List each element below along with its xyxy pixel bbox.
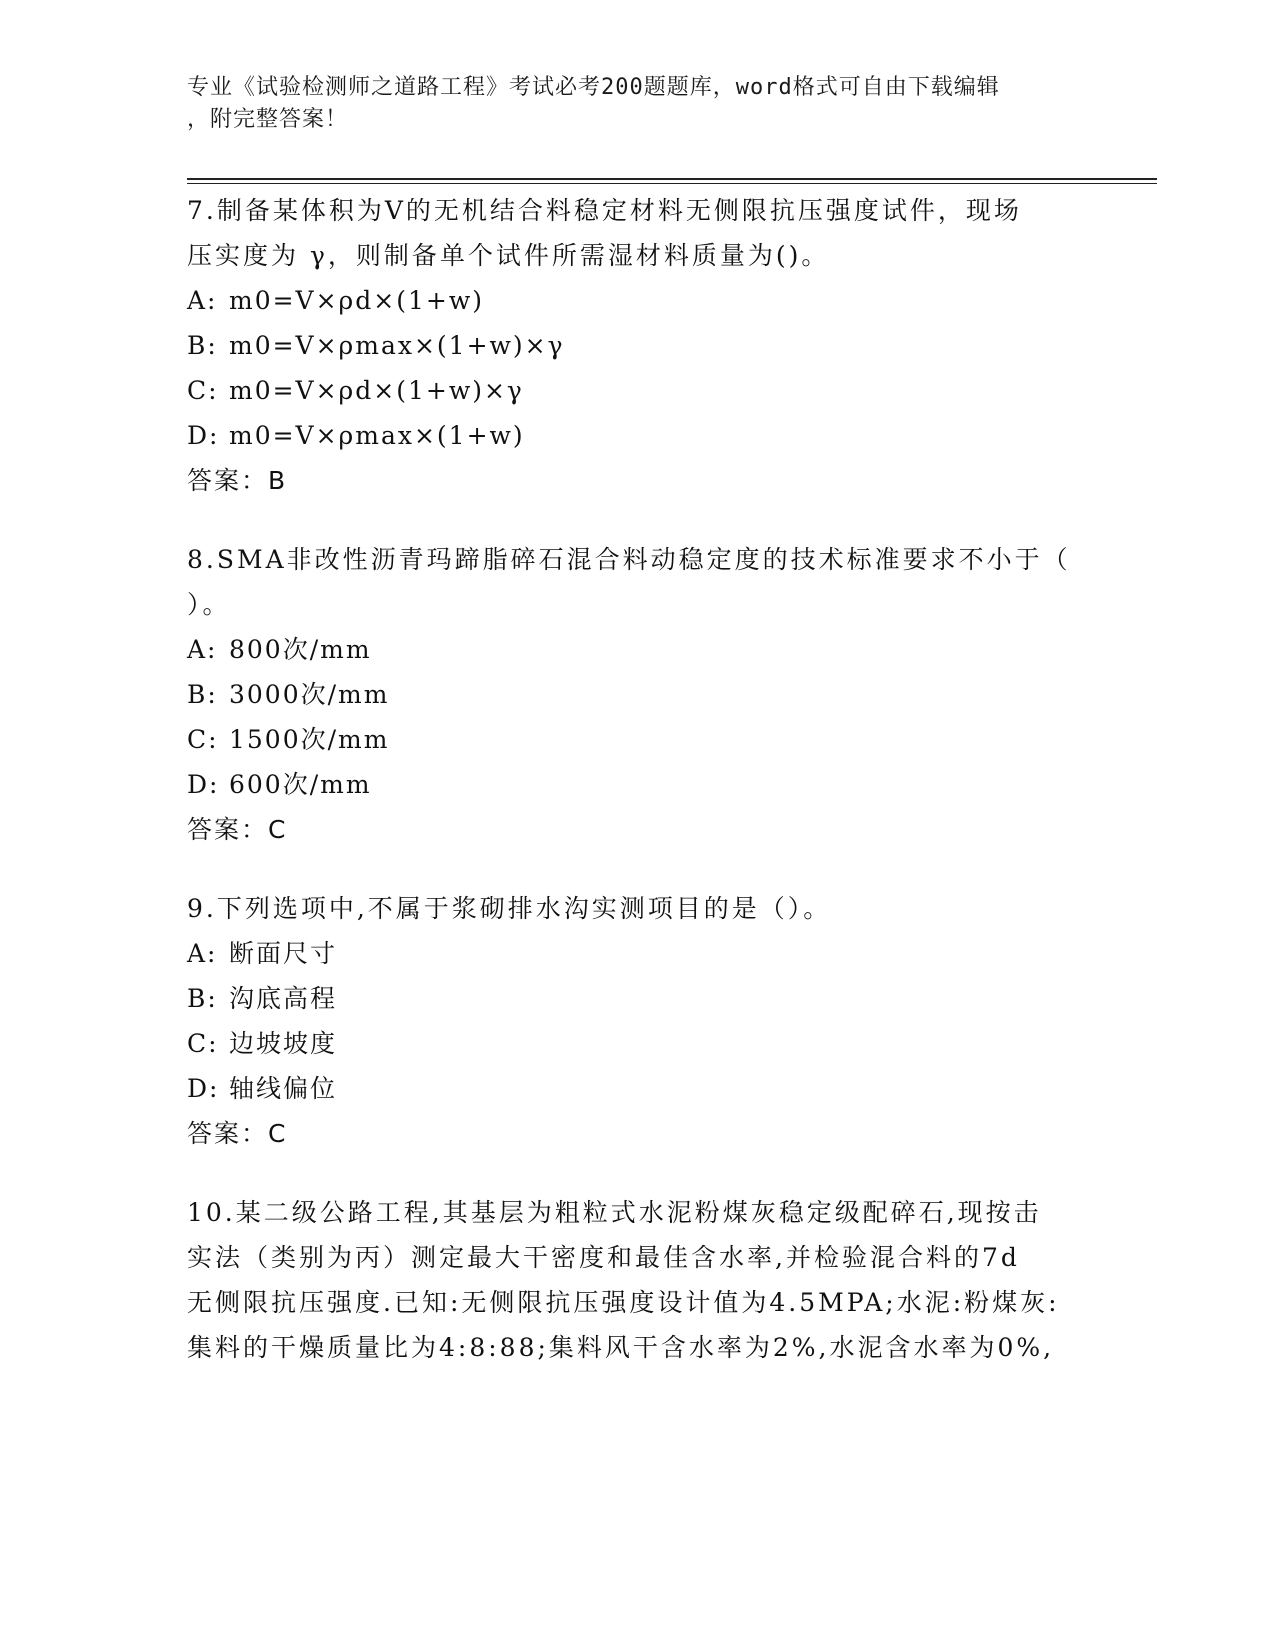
option-letter: D: (187, 1074, 220, 1103)
option-b (187, 672, 1087, 717)
answer-line: 答案：C (187, 1119, 288, 1148)
option-letter: D: (187, 421, 220, 450)
option-text: 1500次/mm (229, 725, 390, 754)
header-line-2: ，附完整答案！ (187, 107, 349, 132)
question-item (187, 1190, 1087, 1370)
option-letter: A: (187, 635, 218, 664)
option-a (187, 627, 1087, 672)
option-text: 断面尺寸 (229, 939, 338, 968)
option-text: 轴线偏位 (229, 1074, 338, 1103)
option-letter: A: (187, 286, 218, 315)
option-b (187, 976, 1087, 1021)
option-letter: B: (187, 331, 218, 360)
answer-line: 答案：C (187, 815, 288, 844)
header-rule-thin (187, 183, 1157, 184)
option-c (187, 1021, 1087, 1066)
option-b (187, 323, 1087, 368)
option-c (187, 717, 1087, 762)
option-letter: A: (187, 939, 218, 968)
option-text: m0=V×ρd×(1+w)×γ (229, 376, 524, 405)
question-stem-line: 9.下列选项中,不属于浆砌排水沟实测项目的是（）。 (187, 894, 832, 923)
option-text: m0=V×ρmax×(1+w) (229, 421, 525, 450)
option-text: m0=V×ρmax×(1+w)×γ (229, 331, 565, 360)
option-d (187, 1066, 1087, 1111)
option-text: 沟底高程 (229, 984, 338, 1013)
option-letter: B: (187, 680, 218, 709)
question-stem-line: 集料的干燥质量比为4:8:88;集料风干含水率为2%,水泥含水率为0%, (187, 1333, 1055, 1362)
question-stem-line: 10.某二级公路工程,其基层为粗粒式水泥粉煤灰稳定级配碎石,现按击 (187, 1198, 1042, 1227)
answer-line: 答案：B (187, 466, 288, 495)
option-text: m0=V×ρd×(1+w) (229, 286, 484, 315)
option-a (187, 931, 1087, 976)
header-rule-thick (187, 178, 1157, 180)
option-c (187, 368, 1087, 413)
option-letter: C: (187, 725, 219, 754)
question-list (187, 188, 1087, 1404)
option-letter: C: (187, 1029, 219, 1058)
question-stem-line: 压实度为 γ，则制备单个试件所需湿材料质量为()。 (187, 241, 830, 270)
question-stem-line: 无侧限抗压强度.已知:无侧限抗压强度设计值为4.5MPA;水泥:粉煤灰: (187, 1288, 1060, 1317)
question-stem-line: ）。 (187, 590, 231, 619)
option-a (187, 278, 1087, 323)
option-text: 600次/mm (229, 770, 372, 799)
option-letter: B: (187, 984, 218, 1013)
option-letter: C: (187, 376, 219, 405)
question-item (187, 537, 1087, 852)
question-stem-line: 7.制备某体积为V的无机结合料稳定材料无侧限抗压强度试件，现场 (187, 196, 1022, 225)
option-d (187, 413, 1087, 458)
option-text: 3000次/mm (229, 680, 390, 709)
question-stem-line: 8.SMA非改性沥青玛蹄脂碎石混合料动稳定度的技术标准要求不小于（ (187, 545, 1071, 574)
option-d (187, 762, 1087, 807)
document-header (187, 72, 1067, 136)
question-item (187, 188, 1087, 503)
question-stem-line: 实法（类别为丙）测定最大干密度和最佳含水率,并检验混合料的7d (187, 1243, 1020, 1272)
question-item (187, 886, 1087, 1156)
option-text: 800次/mm (229, 635, 372, 664)
option-text: 边坡坡度 (229, 1029, 338, 1058)
header-line-1: 专业《试验检测师之道路工程》考试必考200题题库，word格式可自由下载编辑 (187, 75, 1000, 100)
option-letter: D: (187, 770, 220, 799)
